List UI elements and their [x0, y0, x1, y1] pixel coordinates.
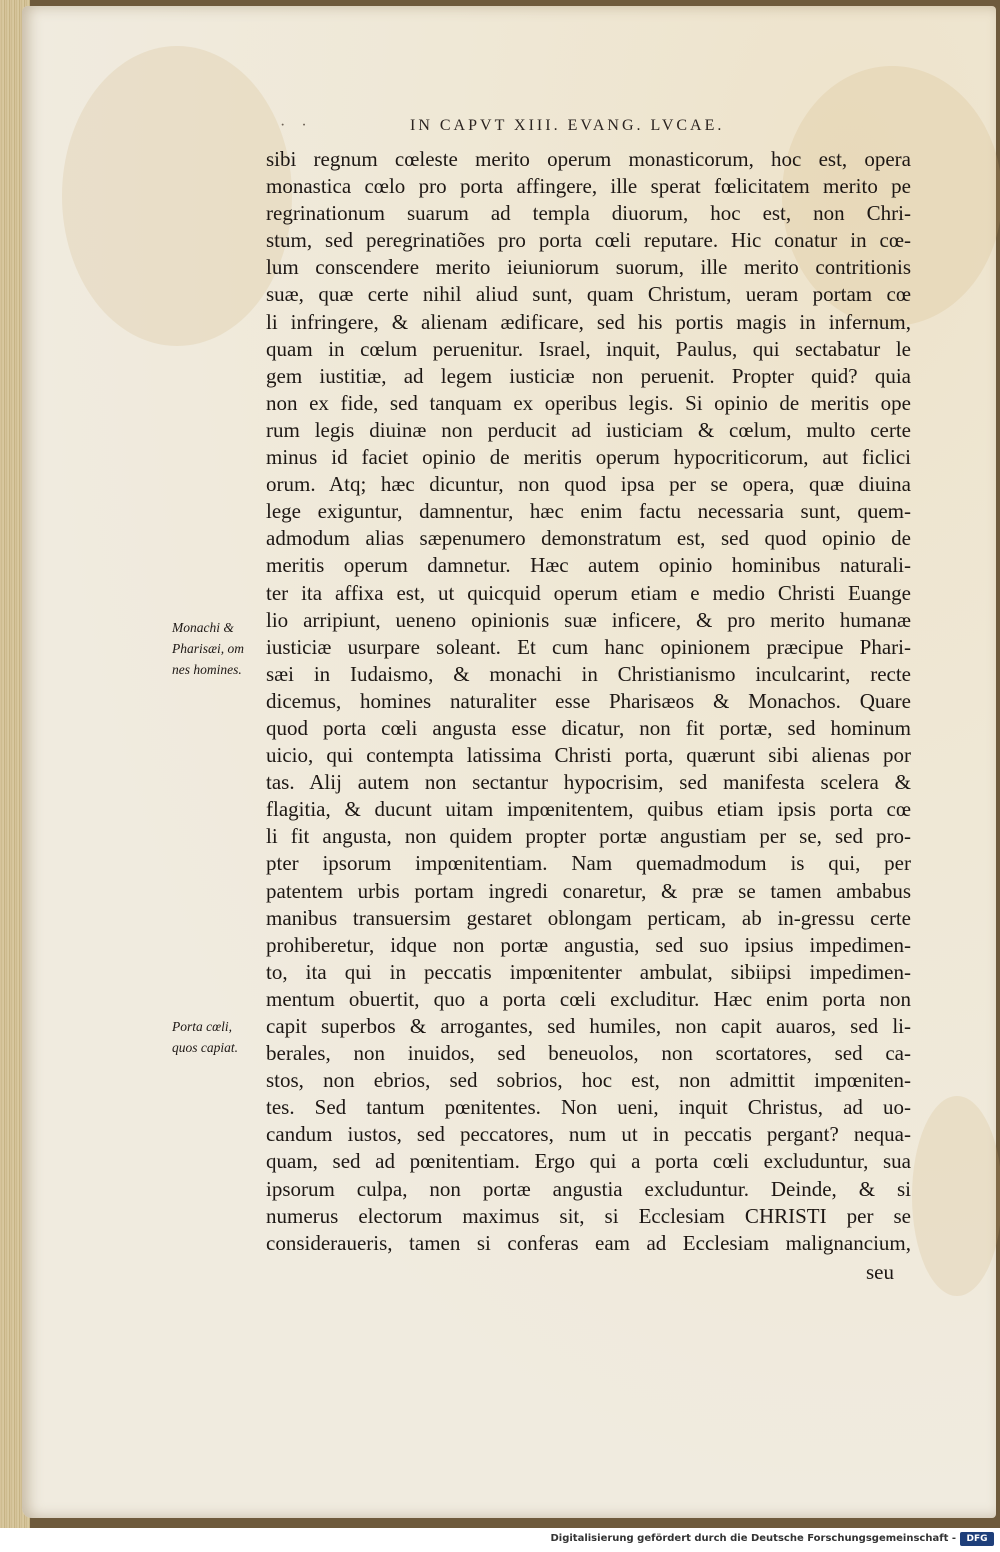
- text-line: rum legis diuinæ non perducit ad iusticiam & cœlum, multo certe: [266, 417, 911, 442]
- text-line: lio arripiunt, ueneno opinionis suæ inficere, & pro merito humanæ: [266, 607, 911, 632]
- text-line: tas. Alij autem non sectantur hypocrisim, sed manifesta scelera &: [266, 770, 911, 795]
- marginal-line: nes homines.: [172, 662, 242, 677]
- text-line: quam, sed ad pœnitentiam. Ergo qui a porta cœli excluduntur, sua: [266, 1149, 911, 1174]
- text-line: regrinationum suarum ad templa diuorum, hoc est, non Chri-: [266, 201, 911, 226]
- marginal-line: Porta cœli,: [172, 1019, 232, 1034]
- text-line: to, ita qui in peccatis impœnitenter ambulat, sibiipsi impedimen-: [266, 959, 911, 984]
- text-line: dicemus, homines naturaliter esse Pharisæos & Monachos. Quare: [266, 688, 911, 713]
- text-line: ipsorum culpa, non portæ angustia excluduntur. Deinde, & si: [266, 1176, 911, 1201]
- text-line: stum, sed peregrinatiões pro porta cœli reputare. Hic conatur in cœ-: [266, 228, 911, 253]
- text-line: li fit angusta, non quidem propter portæ angustiam per se, sed pro-: [266, 824, 911, 849]
- text-line: pter ipsorum impœnitentiam. Nam quemadmodum is qui, per: [266, 851, 911, 876]
- text-line: gem iustitiæ, ad legem iusticiæ non peruenit. Propter quid? quia: [266, 363, 911, 388]
- text-line: li infringere, & alienam ædificare, sed his portis magis in infernum,: [266, 309, 911, 334]
- text-line: candum iustos, sed peccatores, num ut in peccatis pergant? nequa-: [266, 1122, 911, 1147]
- text-line: berales, non inuidos, sed beneuolos, non scortatores, sed ca-: [266, 1041, 911, 1066]
- text-line: suæ, quæ certe nihil aliud sunt, quam Christum, ueram portam cœ: [266, 282, 911, 307]
- text-line: uicio, qui contempta latissima Christi porta, quærunt sibi alienas por: [266, 743, 911, 768]
- paper-stain: [912, 1096, 1000, 1296]
- text-line: capit superbos & arrogantes, sed humiles, non capit auaros, sed li-: [266, 1014, 911, 1038]
- text-line: sæi in Iudaismo, & monachi in Christianismo inculcarint, recte: [266, 661, 911, 686]
- text-line: sibi regnum cœleste merito operum monasticorum, hoc est, opera: [266, 147, 911, 171]
- text-line: prohiberetur, idque non portæ angustia, sed suo ipsius impedimen-: [266, 932, 911, 957]
- text-line: lege exiguntur, damnentur, hæc enim factu necessaria sunt, quem-: [266, 499, 911, 524]
- text-line: numerus electorum maximus sit, si Ecclesiam CHRISTI per se: [266, 1203, 911, 1228]
- text-line: non ex fide, sed tanquam ex operibus legis. Si opinio de meritis ope: [266, 390, 911, 415]
- dfg-logo: DFG: [960, 1532, 994, 1546]
- text-line: admodum alias sæpenumero demonstratum est, sed quod opinio de: [266, 526, 911, 551]
- text-line: quam in cœlum peruenitur. Israel, inquit, Paulus, qui sectabatur le: [266, 336, 911, 361]
- running-head-title: IN CAPVT XIII. EVANG. LVCAE.: [410, 117, 725, 134]
- text-line: mentum obuertit, quo a porta cœli excluditur. Hæc enim porta non: [266, 986, 911, 1011]
- body-text: [266, 146, 911, 1257]
- text-line: meritis operum damnetur. Hæc autem opinio hominibus naturali-: [266, 553, 911, 578]
- text-line: patentem urbis portam ingredi conaretur, & præ se tamen ambabus: [266, 878, 911, 903]
- text-line: tes. Sed tantum pœnitentes. Non ueni, inquit Christus, ad uo-: [266, 1095, 911, 1120]
- running-head: [280, 117, 810, 135]
- text-line: manibus transuersim gestaret oblongam perticam, ab in-gressu certe: [266, 905, 911, 930]
- running-head-marks: · ·: [280, 117, 313, 134]
- footer-bar: [0, 1528, 1000, 1552]
- text-line: consideraueris, tamen si conferas eam ad Ecclesiam malignancium,: [266, 1230, 911, 1255]
- text-line: stos, non ebrios, sed sobrios, hoc est, non admittit impœniten-: [266, 1068, 911, 1093]
- marginal-line: quos capiat.: [172, 1040, 238, 1055]
- marginal-note-porta-coeli: [172, 1016, 268, 1058]
- text-line: minus id faciet opinio de meritis operum hypocriticorum, aut ficlici: [266, 445, 911, 470]
- text-line: monastica cœlo pro porta affingere, ille sperat fœlicitatem merito pe: [266, 174, 911, 199]
- text-line: iusticiæ usurpare soleant. Et cum hanc opinionem præcipue Phari-: [266, 634, 911, 659]
- text-line: ter ita affixa est, ut quicquid operum etiam e medio Christi Euange: [266, 580, 911, 605]
- footer-credit: Digitalisierung gefördert durch die Deutsche Forschungsgemeinschaft -: [550, 1533, 956, 1544]
- text-line: flagitia, & ducunt uitam impœnitentem, quibus etiam ipsis porta cœ: [266, 797, 911, 822]
- marginal-line: Monachi &: [172, 620, 234, 635]
- text-line: orum. Atq; hæc dicuntur, non quod ipsa per se opera, quæ diuina: [266, 472, 911, 497]
- marginal-note-monachi: [172, 617, 268, 680]
- text-line: lum conscendere merito ieiuniorum suorum, ille merito contritionis: [266, 255, 911, 280]
- paper-stain: [62, 46, 292, 346]
- marginal-line: Pharisæi, om: [172, 641, 245, 656]
- catchword: seu: [866, 1260, 894, 1284]
- text-line: quod porta cœli angusta esse dicatur, non fit portæ, sed hominum: [266, 715, 911, 740]
